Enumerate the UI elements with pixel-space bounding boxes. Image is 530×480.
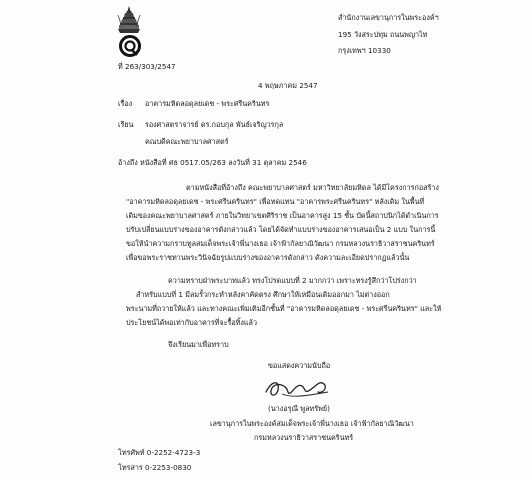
signatory-name: (นางอรุณี พูลทรัพย์)	[268, 404, 330, 413]
body-paragraph-2-line-4: ประโยชน์ได้พอเท่ากับอาคารที่จะรื้อทิ้งแล้ว	[126, 318, 257, 327]
body-paragraph-2-line-1: ความทราบฝ่าพระบาทแล้ว ทรงโปรดแบบที่ 2 มากกว่า เพราะทรงรู้สึกว่าโปร่งกว่า	[168, 276, 417, 285]
body-paragraph-2-line-3: พระนามที่ถวายให้แล้ว และทางคณะเพิ่มเติมอีกชั้นที่ "อาคารมหิดลอดุลยเดช - พระศรีนครินทร" และให้	[126, 304, 442, 313]
fax-number: โทรสาร 0-2253-0830	[118, 463, 192, 472]
body-paragraph-1-line-4: ปรับเปลี่ยนแบบร่างของอาคารดังกล่าวแล้ว โดยได้จัดทำแบบร่างของอาคารเสนอเป็น 2 แบบ ในการนี้	[126, 225, 436, 234]
office-address-line1: 195 วังสระปทุม ถนนพญาไท	[338, 30, 428, 39]
document-number: ที่ 263/303/2547	[118, 62, 176, 71]
subject-text: อาคารมหิดลอดุลยเดช - พระศรีนครินทร	[145, 99, 270, 108]
subject-label: เรื่อง	[118, 99, 133, 108]
signatory-title-line1: เลขานุการในพระองค์สมเด็จพระเจ้าพี่นางเธอ เจ้าฟ้ากัลยาณิวัฒนา	[210, 419, 414, 428]
body-paragraph-2-line-2: สำหรับแบบที่ 1 มีลมรั้วกระทำหลังคาคัดตรง ศึกษาให้เหมือนเดิมออกมา ไม่ต่างออก	[136, 290, 390, 299]
royal-cypher-logo-icon	[118, 34, 142, 58]
recipient-title: คณบดีคณะพยาบาลศาสตร์	[145, 137, 229, 146]
phone-number: โทรศัพท์ 0-2252-4723-3	[118, 448, 201, 457]
document-date: 4 พฤษภาคม 2547	[258, 81, 318, 90]
body-paragraph-1-line-6: เพื่อขอพระราชทานพระวินิจฉัยรูปแบบร่างของอาคารดังกล่าว ดังความละเอียดปรากฏแล้วนั้น	[126, 253, 410, 262]
office-address-line2: กรุงเทพฯ 10330	[338, 46, 391, 55]
body-paragraph-1-line-1: ตามหนังสือที่อ้างถึง คณะพยาบาลศาสตร์ มหาวิทยาลัยมหิดล ได้มีโครงการก่อสร้าง	[186, 183, 439, 192]
recipient-name: รองศาสตราจารย์ ดร.กอบกุล พันธ์เจริญวรกุล	[145, 120, 284, 129]
signatory-title-line2: กรมหลวงนราธิวาสราชนครินทร์	[254, 433, 354, 442]
reference-line: อ้างถึง หนังสือที่ ศธ 0517.05/263 ลงวันที่ 31 ตุลาคม 2546	[118, 158, 307, 167]
recipient-label: เรียน	[118, 120, 134, 129]
handwritten-signature	[262, 374, 334, 402]
body-paragraph-1-line-5: ขอให้นำความกราบทูลสมเด็จพระเจ้าพี่นางเธอ เจ้าฟ้ากัลยาณิวัฒนา กรมหลวงนราธิวาสราชนครินทร์	[126, 239, 435, 248]
body-paragraph-1-line-3: เดิมของคณะพยาบาลศาสตร์ ภายในวิทยาเขตศิริราช เป็นอาคารสูง 15 ชั้น บัดนี้สถาปนิกได้ดำเนินการ	[126, 211, 439, 220]
closing-salutation: ขอแสดงความนับถือ	[268, 361, 331, 370]
body-paragraph-1-line-2: "อาคารมหิดลอดุลยเดช - พระศรีนครินทร" เพื่อทดแทน "อาคารพระศรีนครินทร" หลังเดิม ในพื้นที่	[126, 197, 425, 206]
office-name: สำนักงานเลขานุการในพระองค์ฯ	[338, 13, 439, 22]
royal-emblem-icon	[116, 5, 142, 35]
closing-sentence: จึงเรียนมาเพื่อทราบ	[168, 340, 229, 349]
